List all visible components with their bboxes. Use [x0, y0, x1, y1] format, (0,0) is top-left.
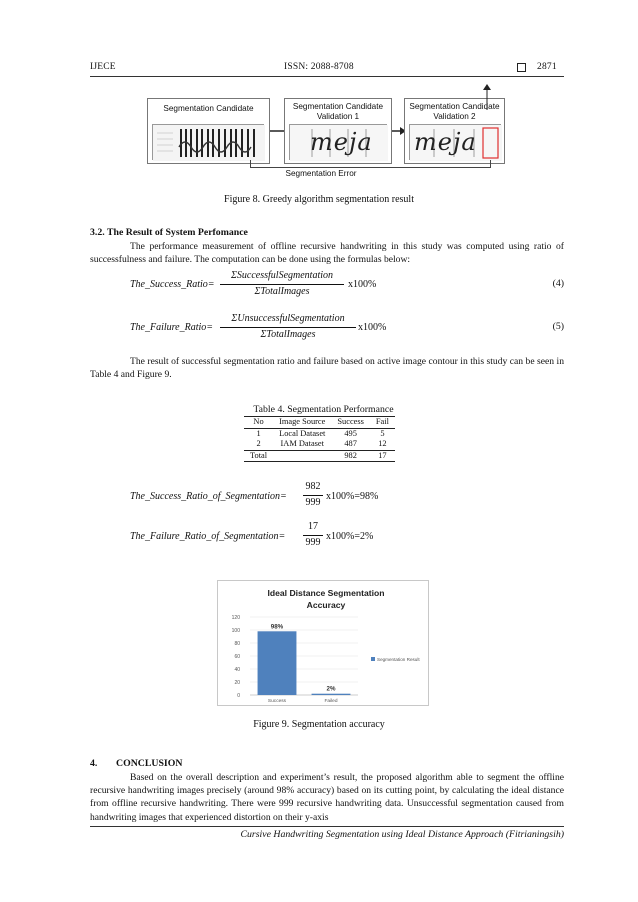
header-rule	[90, 76, 564, 77]
table-row	[244, 428, 395, 439]
equation-5	[130, 313, 564, 343]
arrow-up-icon	[482, 84, 492, 110]
equation-4	[130, 270, 564, 300]
conclusion-paragraph: Based on the overall description and experiment’s result, the proposed algorithm able to segment the offline recursive handwriting images precisely (around 98% accuracy) based on its cutting point, by calculating the ideal distance from offline recursive handwriting. There were 999 recursive handwriting data. Unsuccessful segmentation caused from handwriting images that experienced distortion on their y-axis	[90, 772, 564, 823]
success-rhs: x100%=98%	[326, 491, 379, 502]
bar-success	[258, 631, 297, 695]
validation-2-image	[409, 124, 501, 160]
data-label: 98%	[270, 623, 284, 631]
eq4-rhs: x100%	[348, 279, 377, 290]
section-heading: 3.2. The Result of System Perfomance	[90, 227, 248, 238]
eq4-denominator: ΣTotalImages	[254, 286, 310, 297]
success-denominator: 999	[305, 497, 321, 508]
data-label: 2%	[326, 685, 336, 693]
footer-rule	[90, 826, 564, 827]
chart-title-line2: Accuracy	[306, 600, 346, 610]
conclusion-heading: CONCLUSION	[116, 758, 183, 769]
y-tick-label: 100	[231, 627, 240, 634]
eq4-number: (4)	[552, 278, 564, 289]
segmentation-candidate-box	[147, 98, 270, 164]
legend-label: Segmentation Result	[377, 657, 420, 662]
table-row	[244, 450, 395, 462]
success-ratio-result	[130, 481, 430, 513]
table-cell: Local Dataset	[279, 428, 326, 438]
issn: ISSN: 2088-8708	[284, 62, 354, 72]
y-tick-label: 40	[234, 666, 240, 673]
box2-title-line2: Validation 1	[316, 112, 360, 121]
x-tick-label: Failed	[324, 699, 338, 704]
box3-title-line2: Validation 2	[433, 112, 476, 121]
table-cell: 17	[378, 450, 387, 460]
bar-failed	[312, 694, 351, 695]
eq5-fraction-bar	[220, 327, 356, 328]
table-row	[244, 439, 395, 450]
failure-rhs: x100%=2%	[326, 531, 374, 542]
eq4-fraction-bar	[220, 284, 344, 285]
failure-numerator: 17	[308, 521, 318, 532]
table-cell: 487	[344, 439, 357, 448]
chart-title-line1: Ideal Distance Segmentation	[267, 588, 385, 598]
eq4-numerator: ΣSuccessfulSegmentation	[230, 270, 334, 281]
results-paragraph: The result of successful segmentation ratio and failure based on active image contour in this study can be seen in Table 4 and Figure 9.	[90, 356, 564, 381]
table-header: Fail	[375, 417, 389, 426]
success-fraction-bar	[303, 495, 323, 496]
table-header: Image Source	[279, 417, 326, 426]
y-tick-label: 80	[234, 640, 240, 647]
box1-title: Segmentation Candidate	[163, 104, 254, 113]
table-cell: IAM Dataset	[280, 439, 324, 448]
validation-1-image	[289, 124, 387, 160]
table-header: Success	[337, 417, 364, 426]
failure-lhs: The_Failure_Ratio_of_Segmentation=	[130, 531, 286, 542]
journal-name: IJECE	[90, 62, 116, 72]
table-cell: Total	[250, 450, 268, 460]
table-4-caption: Table 4. Segmentation Performance	[253, 404, 394, 415]
table-cell: 5	[380, 428, 385, 438]
section-paragraph: The performance measurement of offline recursive handwriting in this study was computed using ratio of successfulness and failure. The computation can be done using the formulas below:	[90, 241, 564, 266]
x-tick-label: Success	[267, 699, 287, 704]
table-cell	[273, 450, 331, 462]
accuracy-chart	[217, 580, 429, 706]
failure-fraction-bar	[303, 535, 323, 536]
error-bracket	[250, 160, 491, 168]
legend-swatch	[371, 657, 375, 661]
candidate-lines-graphic	[153, 125, 265, 161]
success-numerator: 982	[305, 481, 321, 492]
figure-8	[147, 98, 505, 180]
y-tick-label: 60	[234, 653, 240, 660]
box2-title-line1: Segmentation Candidate	[292, 102, 384, 111]
candidate-image	[152, 124, 264, 160]
table-header: No	[253, 417, 264, 426]
y-tick-label: 0	[237, 692, 240, 699]
table-cell: 495	[344, 428, 357, 438]
conclusion-number: 4.	[90, 758, 98, 769]
figure-8-caption: Figure 8. Greedy algorithm segmentation result	[224, 194, 414, 205]
eq5-numerator: ΣUnsuccessfulSegmentation	[231, 313, 345, 324]
box3-title-line1: Segmentation Candidate	[409, 102, 500, 111]
eq4-lhs: The_Success_Ratio=	[130, 279, 215, 290]
validation-1-box	[284, 98, 392, 164]
table-cell: 982	[344, 450, 357, 460]
eq5-denominator: ΣTotalImages	[260, 329, 316, 340]
eq5-number: (5)	[552, 321, 564, 332]
table-cell: 12	[378, 439, 387, 448]
handwriting-word-2: meja	[414, 128, 477, 156]
y-tick-label: 20	[234, 679, 240, 686]
failure-ratio-result	[130, 521, 430, 553]
failure-denominator: 999	[305, 537, 321, 548]
success-lhs: The_Success_Ratio_of_Segmentation=	[130, 491, 287, 502]
box-glyph-icon	[517, 63, 526, 72]
page-number: 2871	[537, 62, 557, 72]
eq5-rhs: x100%	[358, 322, 387, 333]
table-cell: 2	[256, 439, 261, 448]
accuracy-chart-svg	[218, 581, 428, 705]
handwriting-word-1: meja	[310, 128, 373, 156]
table-4	[244, 416, 395, 462]
segmentation-error-label: Segmentation Error	[285, 169, 357, 178]
table-cell: 1	[256, 428, 261, 438]
eq5-lhs: The_Failure_Ratio=	[130, 322, 214, 333]
footer-text: Cursive Handwriting Segmentation using Ideal Distance Approach (Fitrianingsih)	[240, 829, 564, 840]
figure-9-caption: Figure 9. Segmentation accuracy	[253, 719, 385, 730]
y-tick-label: 120	[231, 614, 240, 621]
